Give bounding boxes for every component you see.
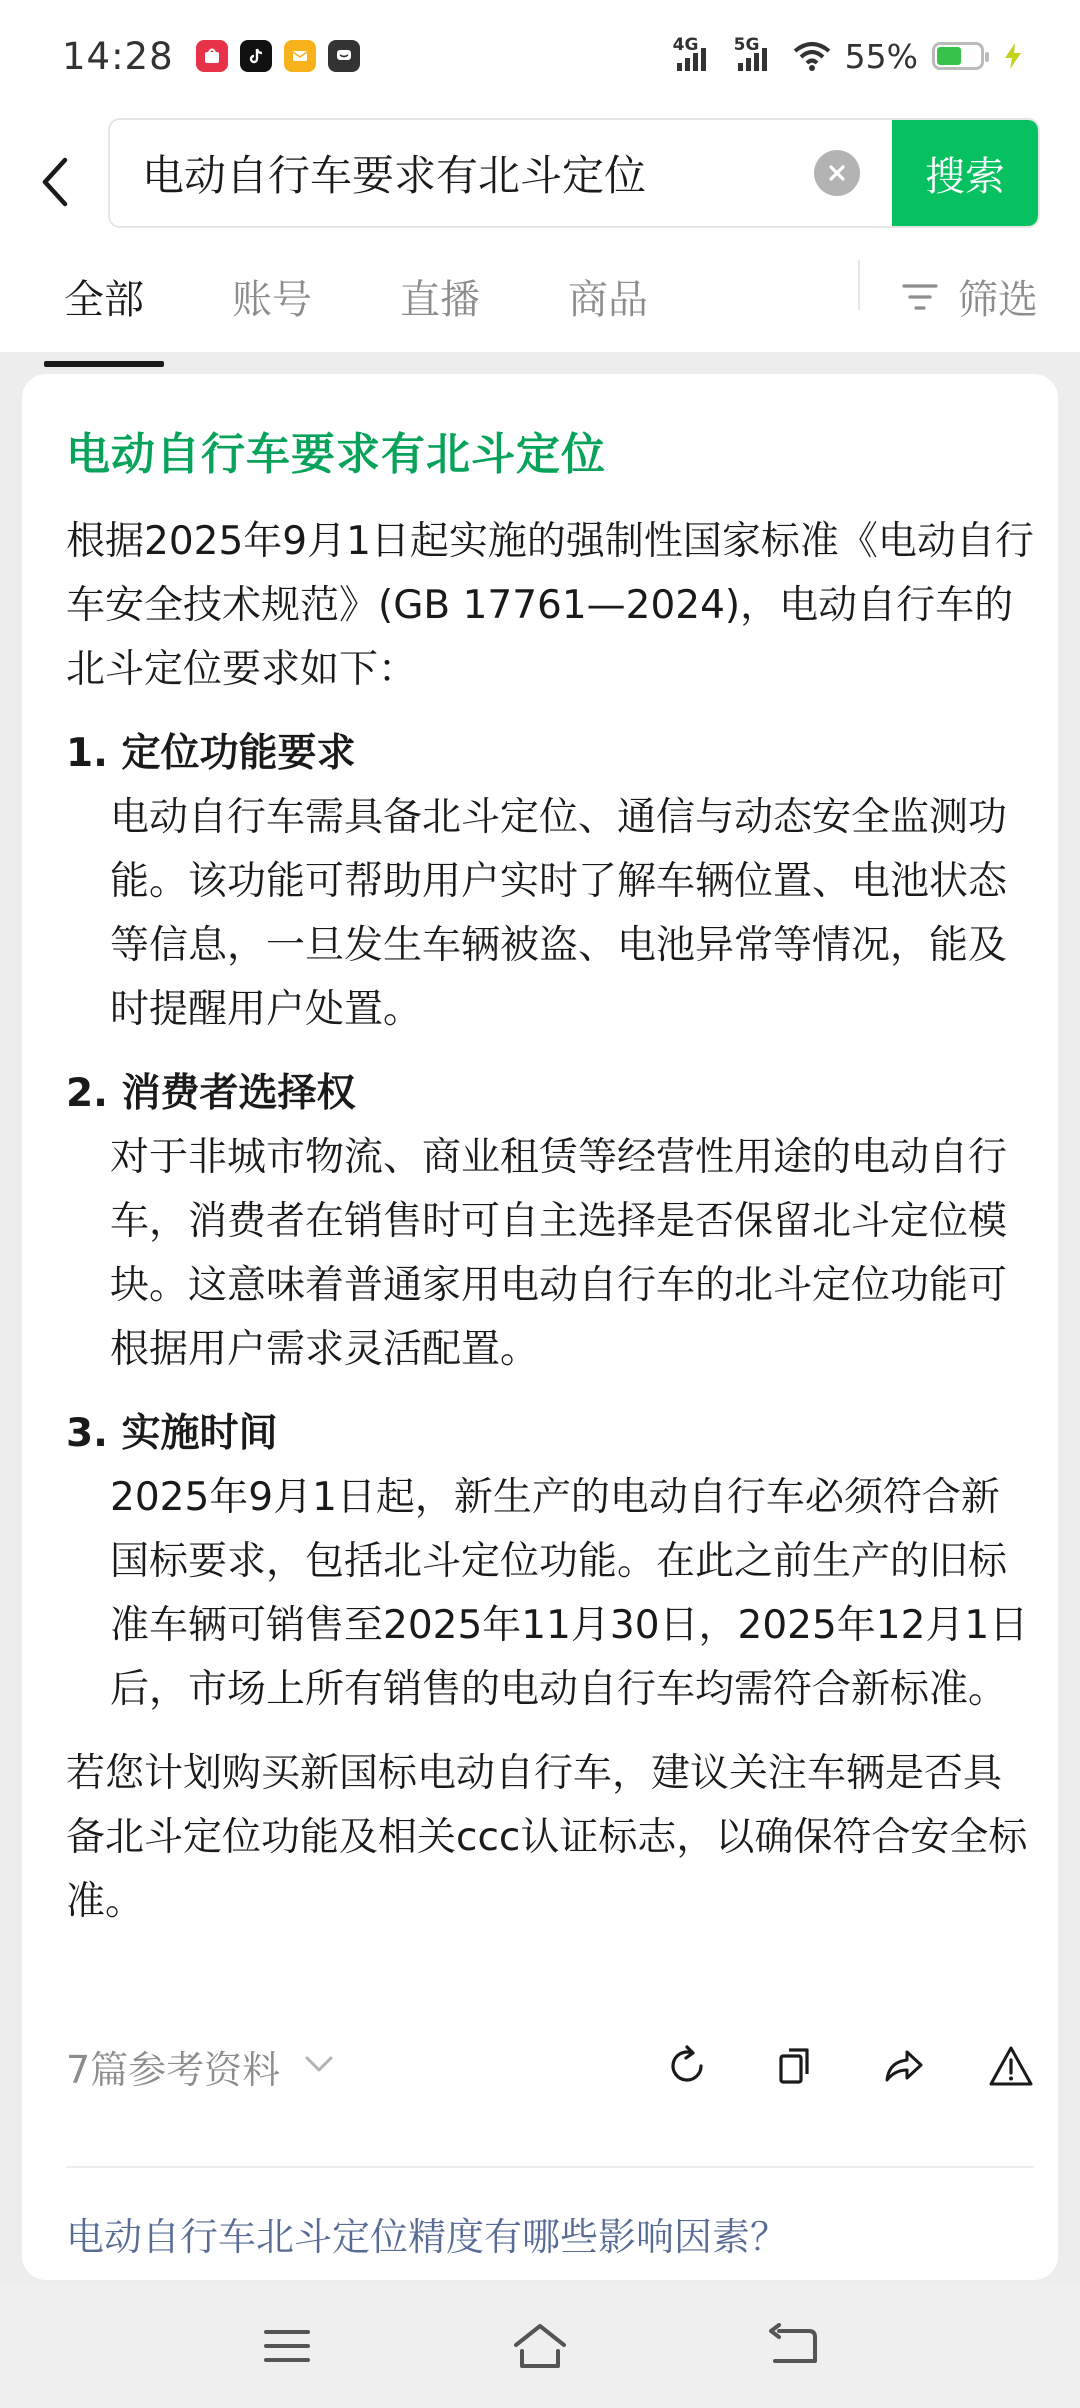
- search-input[interactable]: 电动自行车要求有北斗定位: [142, 151, 647, 200]
- back-nav-icon[interactable]: [758, 2316, 828, 2376]
- back-button[interactable]: [30, 142, 80, 222]
- filter-button[interactable]: 筛选: [902, 268, 1038, 325]
- battery-percent: 55%: [844, 36, 918, 76]
- status-bar: [0, 0, 1080, 112]
- answer-intro: 根据2025年9月1日起实施的强制性国家标准《电动自行车安全技术规范》(GB 17761—2024)，电动自行车的北斗定位要求如下：: [66, 519, 1034, 692]
- report-icon[interactable]: [988, 2043, 1034, 2089]
- tab-products[interactable]: 商品: [568, 277, 648, 323]
- answer-outro: 若您计划购买新国标电动自行车，建议关注车辆是否具备北斗定位功能及相关ccc认证标志，以确保符合安全标准。: [66, 1751, 1028, 1924]
- wifi-icon: [793, 41, 831, 71]
- menu-icon[interactable]: [252, 2316, 322, 2376]
- refresh-icon[interactable]: [664, 2043, 710, 2089]
- answer-footer: [66, 2034, 1034, 2098]
- section-body: 对于非城市物流、商业租赁等经营性用途的电动自行车，消费者在销售时可自主选择是否保留北斗定位模块。这意味着普通家用电动自行车的北斗定位功能可根据用户需求灵活配置。: [110, 1135, 1008, 1372]
- notification-icons: [196, 40, 360, 72]
- answer-section: [66, 1402, 1034, 1722]
- answer-card: [22, 374, 1058, 2280]
- tab-accounts[interactable]: 账号: [232, 277, 312, 323]
- tab-live[interactable]: 直播: [400, 277, 480, 323]
- shopping-app-icon: [196, 40, 228, 72]
- chevron-left-icon: [39, 156, 71, 208]
- chevron-down-icon[interactable]: [304, 2054, 334, 2078]
- filter-icon: [902, 282, 938, 312]
- divider: [66, 2166, 1034, 2168]
- message-icon: [328, 40, 360, 72]
- tiktok-icon: [240, 40, 272, 72]
- search-header: [0, 112, 1080, 352]
- active-tab-indicator: [44, 361, 164, 367]
- status-time: 14:28: [62, 34, 174, 78]
- answer-section: [66, 722, 1034, 1042]
- copy-icon[interactable]: [772, 2043, 818, 2089]
- references-toggle[interactable]: 7篇参考资料: [66, 2047, 281, 2092]
- section-body: 电动自行车需具备北斗定位、通信与动态安全监测功能。该功能可帮助用户实时了解车辆位置、电池状态等信息，一旦发生车辆被盗、电池异常等情况，能及时提醒用户处置。: [110, 795, 1008, 1032]
- search-box: [108, 118, 1040, 228]
- tab-divider: [858, 260, 860, 310]
- section-heading: 1. 定位功能要求: [66, 731, 356, 776]
- result-tabs: [0, 246, 1080, 352]
- answer-title: 电动自行车要求有北斗定位: [66, 429, 606, 480]
- system-nav-bar: [0, 2284, 1080, 2408]
- clear-search-button[interactable]: [814, 150, 860, 196]
- related-question-link[interactable]: 电动自行车北斗定位精度有哪些影响因素？: [66, 2215, 789, 2259]
- status-indicators: [673, 37, 1024, 76]
- share-icon[interactable]: [880, 2043, 926, 2089]
- section-body: 2025年9月1日起，新生产的电动自行车必须符合新国标要求，包括北斗定位功能。在此之前生产的旧标准车辆可销售至2025年11月30日，2025年12月1日后，市场上所有销售的电动自行车均需符合新标准。: [110, 1475, 1029, 1712]
- section-heading: 2. 消费者选择权: [66, 1071, 356, 1116]
- battery-icon: [932, 42, 984, 70]
- charging-icon: [1002, 42, 1024, 70]
- home-icon[interactable]: [505, 2316, 575, 2376]
- mail-icon: [284, 40, 316, 72]
- answer-section: [66, 1062, 1034, 1382]
- close-icon: [827, 163, 847, 183]
- signal-5g-icon: 5G: [734, 41, 767, 71]
- signal-4g-icon: 4G: [673, 41, 706, 71]
- section-heading: 3. 实施时间: [66, 1411, 278, 1456]
- tab-all[interactable]: 全部: [64, 246, 144, 325]
- search-button[interactable]: 搜索: [892, 118, 1038, 228]
